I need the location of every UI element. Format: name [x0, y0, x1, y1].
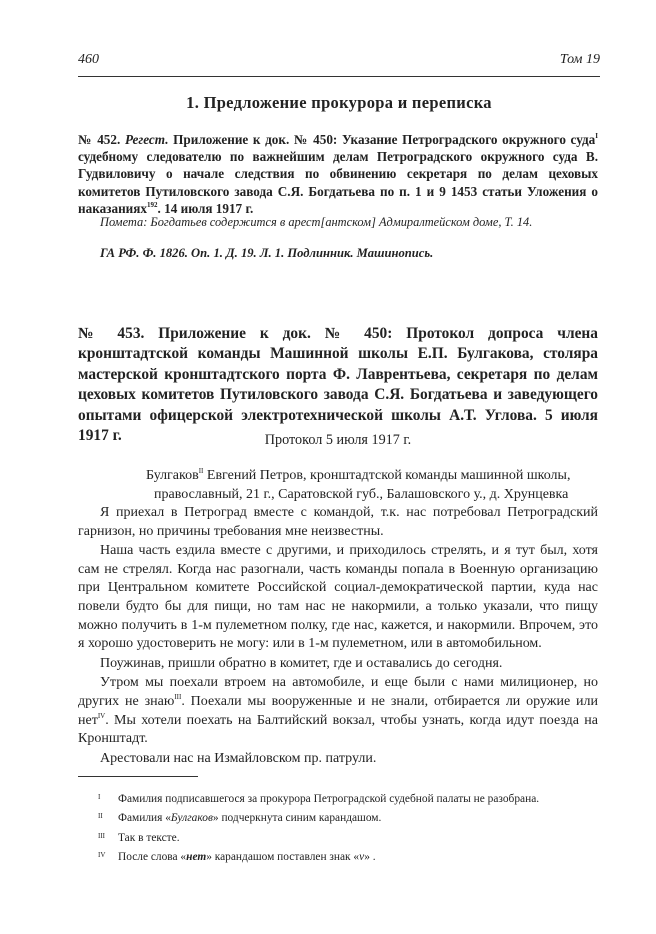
footnote-ref-1: I [595, 132, 598, 140]
footnote-text: Фамилия подписавшегося за прокурора Петроградской судебной палаты не разобрана. [118, 793, 540, 805]
doc-452-text-2: судебному следователю по важнейшим делам Петроградского окружного суда В. Гудвиловичу о начале следствия по обвинению секретаря по делам цеховых комитетов Путиловского завода С.Я. Богдатьева по п. 1 и 9 1453 статьи Уложения о наказаниях [78, 149, 598, 216]
witness-intro [146, 467, 598, 504]
testimony-paragraph-4-part-a: Утром мы поехали втроем на автомобиле, и еще были с нами милиционер, но других не знаю [78, 675, 598, 709]
regest-label: Регест. [124, 132, 169, 147]
section-title: 1. Предложение прокурора и переписка [186, 93, 492, 112]
witness-intro-line-1: Евгений Петров, кронштадтской команды машинной школы, [203, 468, 571, 483]
doc-452-date: . 14 июля 1917 г. [157, 200, 254, 216]
footnote-text: Фамилия « [118, 812, 171, 825]
footnote-ref-4: IV [97, 711, 106, 720]
doc-452-note: Помета: Богдатьев содержится в арест[антском] Адмиралтейском доме, Т. 14. [100, 215, 533, 229]
header-rule [78, 76, 600, 77]
footnote-mark: I [98, 793, 101, 801]
footnote-2 [78, 809, 598, 828]
footnote-text: » карандашом поставлен знак « [206, 851, 360, 864]
doc-452-source: ГА РФ. Ф. 1826. Оп. 1. Д. 19. Л. 1. Подлинник. Машинопись. [100, 246, 434, 260]
footnote-mark: II [98, 812, 103, 821]
footnote-4 [78, 848, 598, 867]
doc-452-text: Приложение к док. № 450: Указание Петроградского окружного суда [168, 132, 596, 147]
testimony-paragraph-3: Поужинав, пришли обратно в комитет, где и оставались до сегодня. [100, 655, 503, 671]
footnote-text: » подчеркнута синим карандашом. [212, 812, 382, 825]
footnote-text: Так в тексте. [118, 831, 180, 844]
footnote-text: После слова « [118, 851, 187, 864]
testimony-paragraph-5: Арестовали нас на Измайловском пр. патрули. [100, 750, 377, 766]
endnote-ref-192: 192 [147, 200, 158, 209]
testimony-paragraph-4-part-b: . Поехали мы вооруженные и не знали, отбирается ли оружие или нет [78, 693, 599, 728]
testimony-paragraph-4-part-c: . Мы хотели поехать на Балтийский вокзал, чтобы узнать, когда идут поезда на Кронштадт. [78, 712, 598, 747]
footnote-text: » . [364, 851, 376, 864]
running-header [78, 52, 600, 72]
footnote-mark: IV [98, 851, 106, 860]
testimony-paragraph-2: Наша часть ездила вместе с другими, и приходилось стрелять, и я тут был, хотя сам не стрелял. Когда нас разогнали, часть команды попала в Военную организацию при Центральном комитете Российской социал-демократической партии, куда нас повели будто бы для пищи, но там нас не накормили, а только указали, что пищу можно получить в 1-м пулеметном полку, где нас, кажется, и накормили. Впрочем, это я хорошо удостоверить не могу: или в 1-м пулеметном, или в автомобильном. [78, 543, 598, 652]
footnote-1 [78, 790, 598, 809]
doc-453-heading: № 453. Приложение к док. № 450: Протокол допроса члена кронштадтской команды Машинной школы Е.П. Булгакова, столяра мастерской кронштадтского порта Ф. Лаврентьева, секретаря по делам цеховых комитетов Путиловского завода С.Я. Богдатьева и заведующего опытами офицерской электротехнической школы А.Т. Углова. 5 июля 1917 г. [78, 325, 598, 445]
footnote-3 [78, 829, 598, 848]
testimony-body [78, 504, 598, 769]
doc-452-number: № 452. [78, 132, 121, 147]
doc-452-regest [78, 131, 598, 217]
volume-label: Том 19 [559, 52, 600, 67]
footnote-emphasis: нет [186, 851, 207, 864]
footnote-ref-3: III [174, 692, 182, 701]
footnotes [78, 790, 598, 868]
footnote-rule [78, 776, 198, 777]
footnote-mark: III [98, 831, 105, 840]
testimony-paragraph-4 [78, 674, 598, 748]
witness-intro-line-2: православный, 21 г., Саратовской губ., Балашовского у., д. Хрунцевка [154, 486, 569, 502]
testimony-paragraph-1: Я приехал в Петроград вместе с командой, т.к. нас потребовал Петроградский гарнизон, но причины требования мне неизвестны. [78, 505, 598, 539]
footnote-ref-2: II [198, 467, 204, 475]
protocol-title: Протокол 5 июля 1917 г. [264, 432, 412, 448]
page-number: 460 [78, 52, 99, 67]
footnote-emphasis: Булгаков [170, 812, 213, 825]
footnote-emphasis: v [359, 851, 365, 864]
witness-name: Булгаков [146, 468, 199, 483]
